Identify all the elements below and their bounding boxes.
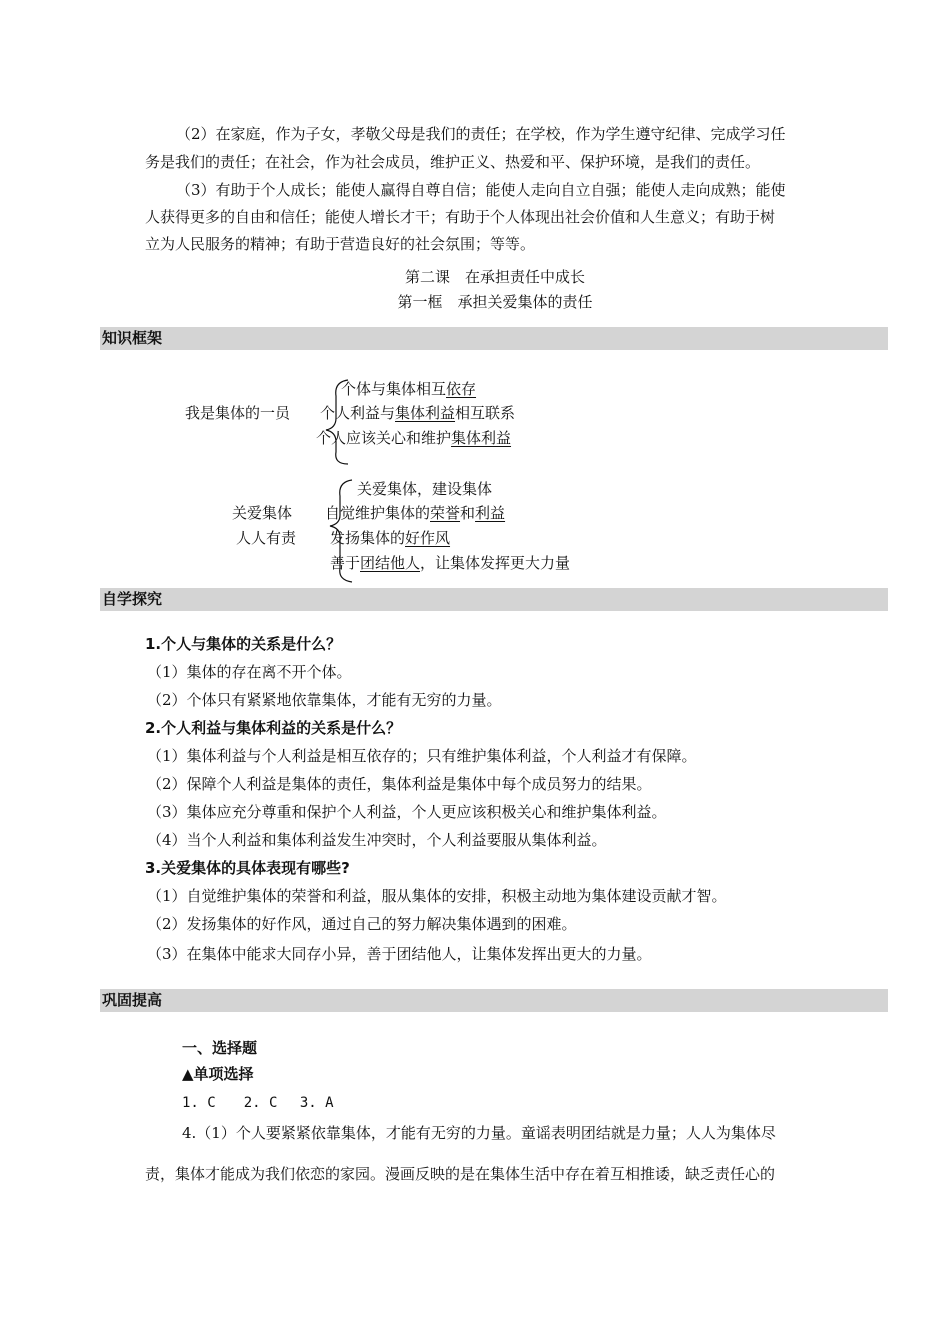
section-bar-framework: 知识框架: [100, 327, 888, 350]
key-term: 好作风: [405, 529, 451, 547]
answer-key: 1. C 2. C 3. A: [182, 1095, 334, 1111]
answer-line: （1）自觉维护集体的荣誉和利益，服从集体的安排，积极主动地为集体建设贡献才智。: [147, 887, 727, 905]
exercise-subheading: ▲单项选择: [182, 1065, 254, 1083]
question-heading: 3.关爱集体的具体表现有哪些?: [145, 859, 350, 877]
framework-item: [341, 378, 476, 399]
paragraph-line: 立为人民服务的精神；有助于营造良好的社会氛围；等等。: [145, 235, 536, 253]
answer-line: （2）个体只有紧紧地依靠集体，才能有无穷的力量。: [147, 691, 502, 709]
answer-line: （3）在集体中能求大同存小异，善于团结他人，让集体发挥出更大的力量。: [147, 945, 652, 963]
answer-line: （1）集体利益与个人利益是相互依存的；只有维护集体利益，个人利益才有保障。: [147, 747, 697, 765]
answer-line: （3）集体应充分尊重和保护个人利益，个人更应该积极关心和维护集体利益。: [147, 803, 667, 821]
answer-line: （2）保障个人利益是集体的责任，集体利益是集体中每个成员努力的结果。: [147, 775, 652, 793]
key-term: 集体利益: [395, 404, 456, 422]
lesson-title: 第二课 在承担责任中成长: [404, 268, 585, 286]
exercise-heading: 一、选择题: [182, 1039, 258, 1057]
framework-group-label: 关爱集体: [232, 504, 293, 522]
item-text: 个体与集体相互: [341, 380, 447, 398]
item-text: 发扬集体的: [330, 529, 406, 547]
answer-line: （1）集体的存在离不开个体。: [147, 663, 352, 681]
key-term: 团结他人: [360, 554, 421, 572]
key-term: 荣誉: [430, 504, 461, 522]
framework-item: [320, 402, 515, 423]
paragraph-line: 务是我们的责任；在社会，作为社会成员，维护正义、热爱和平、保护环境，是我们的责任。: [145, 153, 761, 171]
section-bar-consolidate: 巩固提高: [100, 989, 888, 1012]
framework-item: 关爱集体，建设集体: [357, 480, 493, 498]
framework-item: [330, 552, 570, 573]
framework-item: [316, 427, 511, 448]
paragraph-line: （3）有助于个人成长；能使人赢得自尊自信；能使人走向自立自强；能使人走向成熟；能使: [176, 181, 786, 199]
section-bar-self-study: 自学探究: [100, 588, 888, 611]
item-text: 善于: [330, 554, 361, 572]
section-title: 第一框 承担关爱集体的责任: [397, 293, 593, 311]
item-text: 个人应该关心和维护: [316, 429, 452, 447]
framework-item: [330, 527, 450, 548]
question-heading: 2.个人利益与集体利益的关系是什么？: [145, 719, 402, 737]
framework-group-label: 我是集体的一员: [185, 404, 291, 422]
item-text: 个人利益与: [320, 404, 396, 422]
framework-item: [325, 502, 505, 523]
item-text: 自觉维护集体的: [325, 504, 431, 522]
item-text: 和: [460, 504, 476, 522]
framework-group-label: 人人有责: [236, 529, 297, 547]
key-term: 利益: [475, 504, 506, 522]
paragraph-line: 4.（1）个人要紧紧依靠集体，才能有无穷的力量。童谣表明团结就是力量；人人为集体尽: [182, 1124, 776, 1142]
item-text: ，让集体发挥更大力量: [420, 554, 571, 572]
paragraph-line: 责，集体才能成为我们依恋的家园。漫画反映的是在集体生活中存在着互相推诿，缺乏责任心的: [145, 1165, 776, 1183]
question-heading: 1.个人与集体的关系是什么？: [145, 635, 342, 653]
answer-line: （4）当个人利益和集体利益发生冲突时，个人利益要服从集体利益。: [147, 831, 607, 849]
key-term: 依存: [446, 380, 477, 398]
key-term: 集体利益: [451, 429, 512, 447]
answer-line: （2）发扬集体的好作风，通过自己的努力解决集体遇到的困难。: [147, 915, 577, 933]
item-text: 相互联系: [455, 404, 516, 422]
paragraph-line: 人获得更多的自由和信任；能使人增长才干；有助于个人体现出社会价值和人生意义；有助于树: [145, 208, 776, 226]
paragraph-line: （2）在家庭，作为子女，孝敬父母是我们的责任；在学校，作为学生遵守纪律、完成学习任: [176, 125, 786, 143]
